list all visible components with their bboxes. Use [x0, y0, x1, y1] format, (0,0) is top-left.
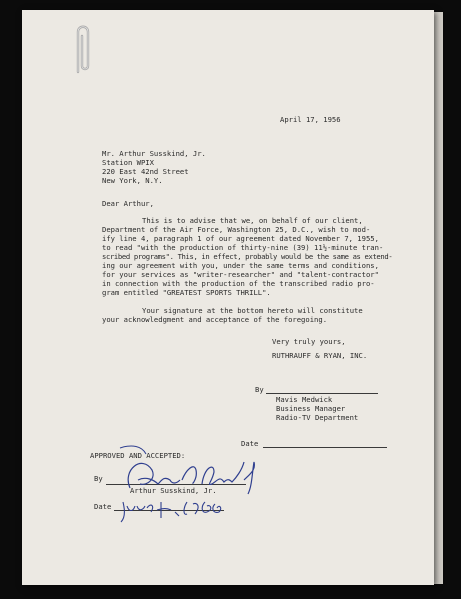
body-line: scribed programs". This, in effect, probably would be the same as extend- [102, 252, 393, 261]
body-line: ify line 4, paragraph 1 of our agreement dated November 7, 1955, [102, 234, 379, 243]
recipient-line: 220 East 42nd Street [102, 167, 189, 176]
by-label: By [255, 385, 264, 394]
date-line [263, 447, 387, 448]
letter-date: April 17, 1956 [280, 115, 341, 124]
recipient-line: Station WPIX [102, 158, 154, 167]
signer-line: Mavis Medwick [276, 395, 333, 404]
body-line: for your services as "writer-researcher" and "talent-contractor" [102, 270, 379, 279]
body-line: your acknowledgment and acceptance of the foregoing. [102, 315, 328, 324]
approved-label: APPROVED AND ACCEPTED: [90, 451, 186, 460]
body-line: This is to advise that we, on behalf of our client, [142, 216, 363, 225]
recipient-line: New York, N.Y. [102, 176, 163, 185]
letter-page [22, 10, 434, 585]
handwritten-date [117, 488, 237, 528]
signer-line: Business Manager [276, 404, 346, 413]
body-line: gram entitled "GREATEST SPORTS THRILL". [102, 288, 271, 297]
date-label-2: Date [94, 502, 112, 511]
by-label-2: By [94, 474, 103, 483]
paper-clip-icon [70, 22, 94, 78]
date-label: Date [241, 439, 259, 448]
closing: Very truly yours, [272, 337, 346, 346]
body-line: ing our agreement with you, under the same terms and conditions, [102, 261, 379, 270]
body-line: Department of the Air Force, Washington 25, D.C., wish to mod- [102, 225, 371, 234]
body-line: in connection with the production of the transcribed radio pro- [102, 279, 375, 288]
body-line: to read "with the production of thirty-nine (39) 11½-minute tran- [102, 243, 384, 252]
salutation: Dear Arthur, [102, 199, 154, 208]
signature-line [266, 393, 378, 394]
recipient-line: Mr. Arthur Susskind, Jr. [102, 149, 206, 158]
accepter-name: Arthur Susskind, Jr. [130, 486, 217, 495]
company-name: RUTHRAUFF & RYAN, INC. [272, 351, 368, 360]
body-line: Your signature at the bottom hereto will constitute [142, 306, 363, 315]
signer-line: Radio-TV Department [276, 413, 359, 422]
